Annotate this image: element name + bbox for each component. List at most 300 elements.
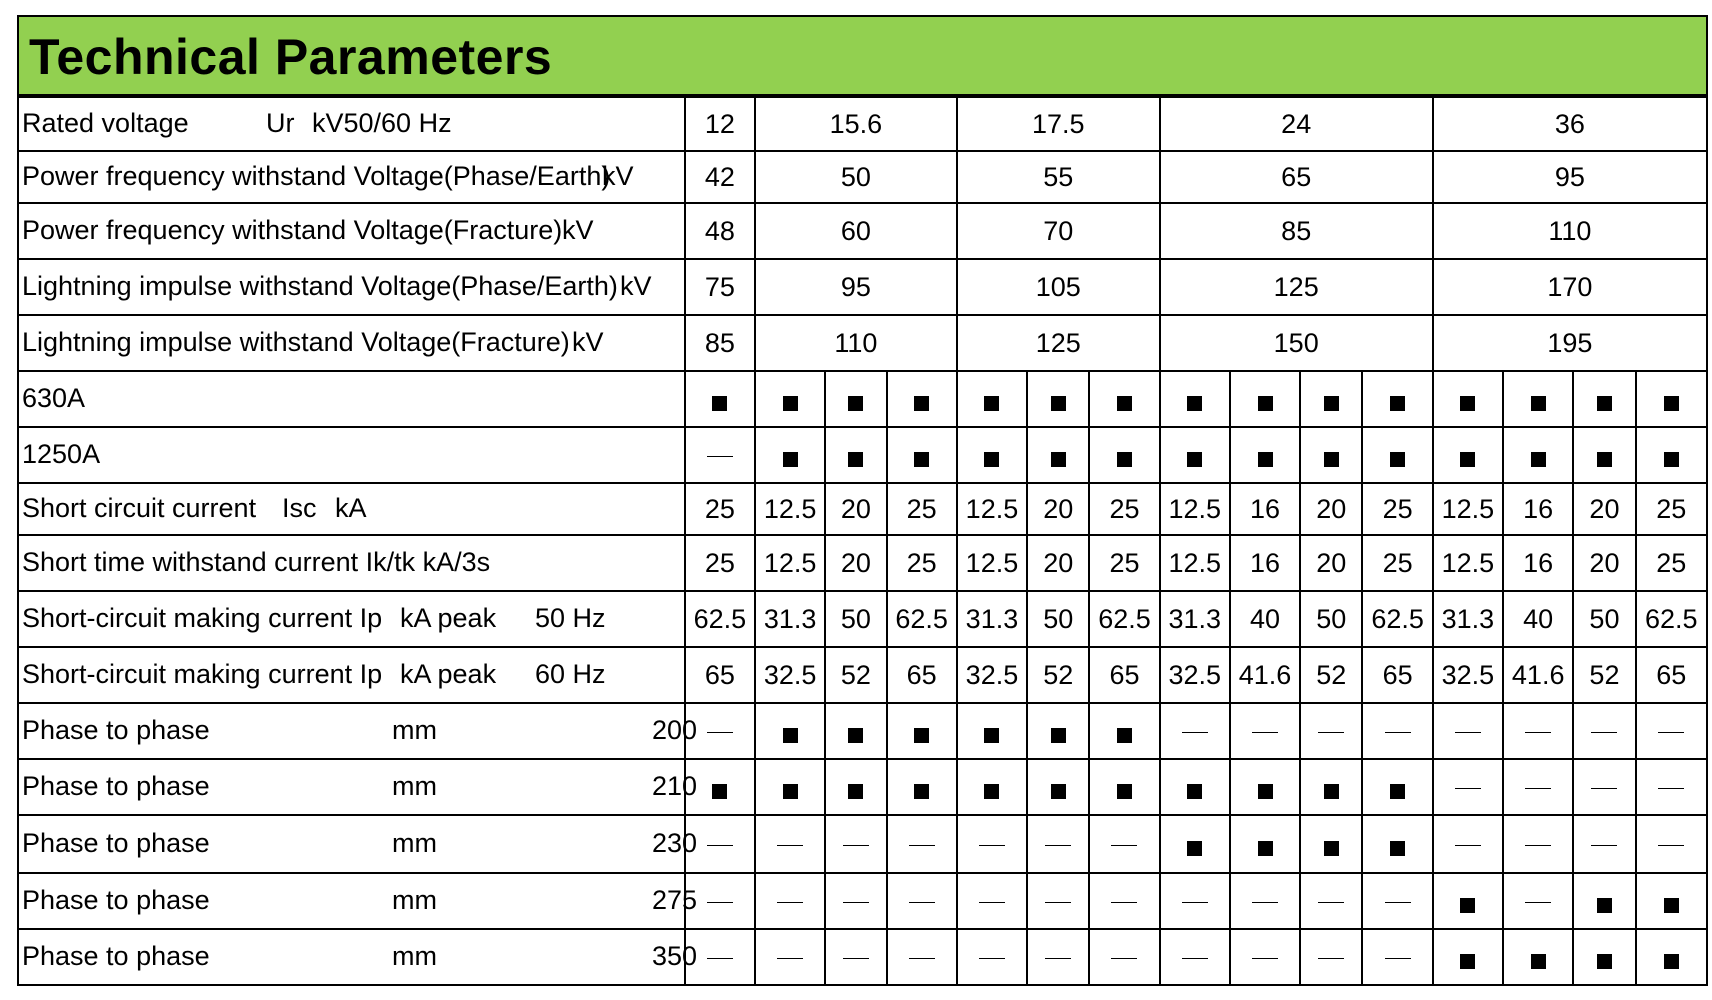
table-row (18, 815, 1707, 873)
row-label-part: Phase to phase (22, 715, 210, 745)
row-label (18, 873, 698, 929)
row-label (18, 815, 698, 873)
symbol-cell (1636, 427, 1707, 483)
filled-square-icon (848, 784, 863, 799)
value-cell: 50 (1573, 591, 1635, 647)
dash-icon (1318, 958, 1344, 959)
symbol-cell (1503, 929, 1573, 985)
row-label-part: kA (335, 493, 367, 523)
symbol-cell (825, 703, 886, 759)
symbol-cell (1089, 427, 1159, 483)
filled-square-icon (1258, 841, 1273, 856)
group-value-cell: 85 (1160, 203, 1433, 259)
table-row (18, 483, 1707, 535)
row-label-part: 1250A (22, 439, 101, 469)
symbol-cell (1160, 873, 1230, 929)
symbol-cell (1362, 759, 1432, 815)
value-cell: 25 (685, 535, 755, 591)
row-label-part: mm (392, 885, 437, 915)
filled-square-icon (1664, 396, 1679, 411)
symbol-cell (825, 815, 886, 873)
row-label-part: kV (562, 215, 594, 245)
dash-icon (1385, 958, 1411, 959)
dash-icon (707, 456, 733, 457)
symbol-cell (1300, 759, 1362, 815)
filled-square-icon (984, 784, 999, 799)
row-label-part: mm (392, 715, 437, 745)
value-cell: 50 (1300, 591, 1362, 647)
value-cell: 20 (825, 535, 886, 591)
symbol-cell (685, 427, 755, 483)
filled-square-icon (914, 452, 929, 467)
dash-icon (1045, 845, 1071, 846)
filled-square-icon (1390, 784, 1405, 799)
symbol-cell (1089, 759, 1159, 815)
symbol-cell (957, 427, 1027, 483)
dash-icon (1455, 845, 1481, 846)
row-label-part: 275 (652, 885, 698, 915)
group-value-cell: 17.5 (957, 97, 1160, 151)
symbol-cell (887, 703, 957, 759)
row-label (18, 759, 698, 815)
row-label-part: 630A (22, 383, 86, 413)
filled-square-icon (1187, 396, 1202, 411)
row-label (18, 427, 685, 483)
symbol-cell (755, 427, 825, 483)
symbol-cell (1573, 815, 1635, 873)
filled-square-icon (848, 728, 863, 743)
symbol-cell (755, 371, 825, 427)
symbol-cell (1160, 427, 1230, 483)
symbol-cell (1230, 929, 1300, 985)
dash-icon (1252, 732, 1278, 733)
group-value-cell: 48 (685, 203, 755, 259)
dash-icon (979, 958, 1005, 959)
symbol-cell (825, 873, 886, 929)
symbol-cell (957, 873, 1027, 929)
symbol-cell (1573, 703, 1635, 759)
dash-icon (777, 845, 803, 846)
symbol-cell (1503, 703, 1573, 759)
value-cell: 20 (1027, 535, 1089, 591)
filled-square-icon (1117, 452, 1132, 467)
filled-square-icon (1460, 898, 1475, 913)
table-row (18, 97, 1707, 151)
row-label-part: Power frequency withstand Voltage(Fracture) (22, 215, 563, 245)
dash-icon (1658, 788, 1684, 789)
filled-square-icon (1051, 784, 1066, 799)
symbol-cell (957, 759, 1027, 815)
dash-icon (1525, 788, 1551, 789)
row-label-part: kV (572, 327, 604, 357)
symbol-cell (1160, 703, 1230, 759)
dash-icon (1045, 902, 1071, 903)
table-row (18, 371, 1707, 427)
group-value-cell: 110 (1433, 203, 1707, 259)
dash-icon (707, 958, 733, 959)
value-cell: 25 (1636, 535, 1707, 591)
value-cell: 52 (825, 647, 886, 703)
value-cell: 25 (887, 535, 957, 591)
value-cell: 62.5 (1362, 591, 1432, 647)
symbol-cell (1300, 703, 1362, 759)
symbol-cell (755, 929, 825, 985)
filled-square-icon (1117, 784, 1132, 799)
filled-square-icon (783, 452, 798, 467)
filled-square-icon (914, 784, 929, 799)
filled-square-icon (1324, 784, 1339, 799)
symbol-cell (957, 815, 1027, 873)
symbol-cell (1433, 815, 1503, 873)
symbol-cell (1300, 427, 1362, 483)
row-label-part: Ur (266, 108, 295, 138)
symbol-cell (825, 929, 886, 985)
row-label-part: 200 (652, 715, 698, 745)
value-cell: 65 (1362, 647, 1432, 703)
symbol-cell (1230, 427, 1300, 483)
symbol-cell (1362, 703, 1432, 759)
symbol-cell (887, 371, 957, 427)
dash-icon (1318, 902, 1344, 903)
filled-square-icon (1258, 784, 1273, 799)
value-cell: 32.5 (957, 647, 1027, 703)
dash-icon (1318, 732, 1344, 733)
symbol-cell (1503, 427, 1573, 483)
table-row (18, 591, 1707, 647)
dash-icon (1658, 732, 1684, 733)
row-label-part: Short-circuit making current Ip (22, 659, 383, 689)
row-label (18, 203, 685, 259)
filled-square-icon (1460, 396, 1475, 411)
filled-square-icon (1460, 452, 1475, 467)
value-cell: 25 (1636, 483, 1707, 535)
symbol-cell (957, 371, 1027, 427)
symbol-cell (1027, 759, 1089, 815)
filled-square-icon (1390, 452, 1405, 467)
symbol-cell (1027, 427, 1089, 483)
row-label (18, 151, 685, 203)
symbol-cell (1160, 759, 1230, 815)
row-label-part: Lightning impulse withstand Voltage(Phase/Earth) (22, 271, 618, 301)
dash-icon (979, 902, 1005, 903)
group-value-cell: 15.6 (755, 97, 957, 151)
symbol-cell (1636, 703, 1707, 759)
dash-icon (1455, 788, 1481, 789)
filled-square-icon (783, 728, 798, 743)
row-label (18, 703, 698, 759)
dash-icon (777, 958, 803, 959)
dash-icon (1591, 845, 1617, 846)
row-label-part: Phase to phase (22, 828, 210, 858)
symbol-cell (685, 371, 755, 427)
value-cell: 12.5 (1160, 483, 1230, 535)
row-label-part: 210 (652, 771, 698, 801)
row-label (18, 315, 685, 371)
filled-square-icon (1460, 954, 1475, 969)
row-label (18, 97, 685, 151)
symbol-cell (825, 759, 886, 815)
table-row (18, 929, 1707, 985)
filled-square-icon (1597, 954, 1612, 969)
dash-icon (707, 902, 733, 903)
dash-icon (1455, 732, 1481, 733)
filled-square-icon (1051, 452, 1066, 467)
value-cell: 40 (1230, 591, 1300, 647)
value-cell: 52 (1573, 647, 1635, 703)
dash-icon (1591, 732, 1617, 733)
filled-square-icon (712, 784, 727, 799)
value-cell: 16 (1503, 535, 1573, 591)
dash-icon (1385, 732, 1411, 733)
value-cell: 32.5 (755, 647, 825, 703)
filled-square-icon (1187, 841, 1202, 856)
group-value-cell: 24 (1160, 97, 1433, 151)
group-value-cell: 12 (685, 97, 755, 151)
symbol-cell (1503, 815, 1573, 873)
filled-square-icon (1664, 954, 1679, 969)
dash-icon (1658, 845, 1684, 846)
row-label-part: 230 (652, 828, 698, 858)
group-value-cell: 125 (957, 315, 1160, 371)
dash-icon (1525, 845, 1551, 846)
value-cell: 50 (1027, 591, 1089, 647)
value-cell: 12.5 (755, 483, 825, 535)
group-value-cell: 110 (755, 315, 957, 371)
row-label-part: Power frequency withstand Voltage(Phase/Earth) (22, 161, 611, 191)
row-label-part: Rated voltage (22, 108, 189, 138)
table-row (18, 703, 1707, 759)
value-cell: 25 (887, 483, 957, 535)
symbol-cell (1089, 929, 1159, 985)
row-label (18, 591, 685, 647)
dash-icon (909, 845, 935, 846)
dash-icon (1111, 902, 1137, 903)
value-cell: 20 (1573, 535, 1635, 591)
value-cell: 52 (1300, 647, 1362, 703)
value-cell: 50 (825, 591, 886, 647)
value-cell: 40 (1503, 591, 1573, 647)
filled-square-icon (1664, 898, 1679, 913)
row-label-part: mm (392, 828, 437, 858)
symbol-cell (1160, 371, 1230, 427)
filled-square-icon (984, 728, 999, 743)
symbol-cell (1362, 929, 1432, 985)
filled-square-icon (1324, 841, 1339, 856)
value-cell: 12.5 (957, 535, 1027, 591)
value-cell: 20 (1300, 483, 1362, 535)
row-label-part: Lightning impulse withstand Voltage(Fracture) (22, 327, 570, 357)
symbol-cell (887, 929, 957, 985)
dash-icon (843, 902, 869, 903)
symbol-cell (1433, 759, 1503, 815)
symbol-cell (1089, 873, 1159, 929)
table-row (18, 873, 1707, 929)
value-cell: 16 (1230, 535, 1300, 591)
filled-square-icon (1117, 396, 1132, 411)
filled-square-icon (1258, 452, 1273, 467)
value-cell: 41.6 (1503, 647, 1573, 703)
symbol-cell (1230, 371, 1300, 427)
row-label-part: kV (620, 271, 652, 301)
symbol-cell (1362, 427, 1432, 483)
row-label-part: 350 (652, 941, 698, 971)
symbol-cell (755, 873, 825, 929)
value-cell: 31.3 (957, 591, 1027, 647)
row-label-part: Short circuit current (22, 493, 257, 523)
row-label-part: mm (392, 771, 437, 801)
filled-square-icon (914, 396, 929, 411)
table-row (18, 427, 1707, 483)
filled-square-icon (1187, 784, 1202, 799)
table-row (18, 203, 1707, 259)
row-label-part: Short time withstand current Ik/tk kA/3s (22, 547, 491, 577)
dash-icon (909, 902, 935, 903)
value-cell: 62.5 (1636, 591, 1707, 647)
value-cell: 12.5 (755, 535, 825, 591)
symbol-cell (755, 703, 825, 759)
filled-square-icon (984, 396, 999, 411)
row-label (18, 483, 685, 535)
value-cell: 25 (1362, 483, 1432, 535)
row-label (18, 647, 685, 703)
row-label-part: Phase to phase (22, 771, 210, 801)
symbol-cell (1573, 371, 1635, 427)
row-label-part: Phase to phase (22, 941, 210, 971)
table-row (18, 315, 1707, 371)
dash-icon (843, 958, 869, 959)
value-cell: 12.5 (1433, 535, 1503, 591)
dash-icon (1182, 732, 1208, 733)
symbol-cell (1300, 371, 1362, 427)
value-cell: 41.6 (1230, 647, 1300, 703)
table-body (18, 97, 1707, 985)
value-cell: 25 (1089, 483, 1159, 535)
filled-square-icon (1051, 728, 1066, 743)
table-row (18, 647, 1707, 703)
group-value-cell: 85 (685, 315, 755, 371)
symbol-cell (1230, 815, 1300, 873)
value-cell: 32.5 (1433, 647, 1503, 703)
filled-square-icon (914, 728, 929, 743)
filled-square-icon (1597, 452, 1612, 467)
symbol-cell (1433, 371, 1503, 427)
filled-square-icon (984, 452, 999, 467)
symbol-cell (1300, 929, 1362, 985)
dash-icon (1525, 902, 1551, 903)
group-value-cell: 95 (755, 259, 957, 315)
symbol-cell (1573, 929, 1635, 985)
group-value-cell: 75 (685, 259, 755, 315)
filled-square-icon (1117, 728, 1132, 743)
table-row (18, 151, 1707, 203)
filled-square-icon (1390, 396, 1405, 411)
symbol-cell (887, 759, 957, 815)
row-label (18, 371, 685, 427)
symbol-cell (1362, 873, 1432, 929)
dash-icon (1252, 902, 1278, 903)
symbol-cell (1503, 371, 1573, 427)
row-label (18, 535, 685, 591)
symbol-cell (1027, 929, 1089, 985)
dash-icon (707, 732, 733, 733)
row-label-part: kA peak (400, 603, 497, 633)
title-bar (17, 15, 1708, 96)
symbol-cell (1503, 759, 1573, 815)
filled-square-icon (1258, 396, 1273, 411)
value-cell: 32.5 (1160, 647, 1230, 703)
dash-icon (979, 845, 1005, 846)
value-cell: 20 (825, 483, 886, 535)
group-value-cell: 65 (1160, 151, 1433, 203)
symbol-cell (1160, 929, 1230, 985)
symbol-cell (1230, 873, 1300, 929)
dash-icon (1111, 958, 1137, 959)
value-cell: 20 (1573, 483, 1635, 535)
dash-icon (1111, 845, 1137, 846)
symbol-cell (755, 759, 825, 815)
row-label (18, 259, 685, 315)
group-value-cell: 36 (1433, 97, 1707, 151)
group-value-cell: 195 (1433, 315, 1707, 371)
filled-square-icon (848, 396, 863, 411)
symbol-cell (1027, 703, 1089, 759)
symbol-cell (1573, 759, 1635, 815)
dash-icon (1182, 902, 1208, 903)
value-cell: 20 (1300, 535, 1362, 591)
filled-square-icon (1531, 954, 1546, 969)
value-cell: 31.3 (755, 591, 825, 647)
symbol-cell (825, 371, 886, 427)
table-row (18, 259, 1707, 315)
symbol-cell (1362, 815, 1432, 873)
filled-square-icon (1664, 452, 1679, 467)
symbol-cell (1636, 815, 1707, 873)
group-value-cell: 125 (1160, 259, 1433, 315)
dash-icon (1591, 788, 1617, 789)
row-label-part: Phase to phase (22, 885, 210, 915)
filled-square-icon (1324, 396, 1339, 411)
value-cell: 25 (1089, 535, 1159, 591)
value-cell: 25 (1362, 535, 1432, 591)
symbol-cell (1300, 873, 1362, 929)
value-cell: 25 (685, 483, 755, 535)
symbol-cell (957, 703, 1027, 759)
filled-square-icon (1597, 396, 1612, 411)
row-label-part: kV (602, 161, 634, 191)
row-label-part: 50 Hz (535, 603, 606, 633)
row-label (18, 929, 698, 985)
row-label-part: 60 Hz (535, 659, 606, 689)
symbol-cell (1089, 371, 1159, 427)
row-label-part: kV50/60 Hz (312, 108, 452, 138)
group-value-cell: 42 (685, 151, 755, 203)
dash-icon (1045, 958, 1071, 959)
dash-icon (1385, 902, 1411, 903)
symbol-cell (1027, 873, 1089, 929)
symbol-cell (1089, 815, 1159, 873)
symbol-cell (1433, 703, 1503, 759)
symbol-cell (1433, 929, 1503, 985)
symbol-cell (1636, 873, 1707, 929)
filled-square-icon (783, 396, 798, 411)
dash-icon (909, 958, 935, 959)
value-cell: 16 (1230, 483, 1300, 535)
symbol-cell (887, 873, 957, 929)
symbol-cell (1503, 873, 1573, 929)
symbol-cell (1230, 759, 1300, 815)
symbol-cell (1433, 873, 1503, 929)
group-value-cell: 150 (1160, 315, 1433, 371)
